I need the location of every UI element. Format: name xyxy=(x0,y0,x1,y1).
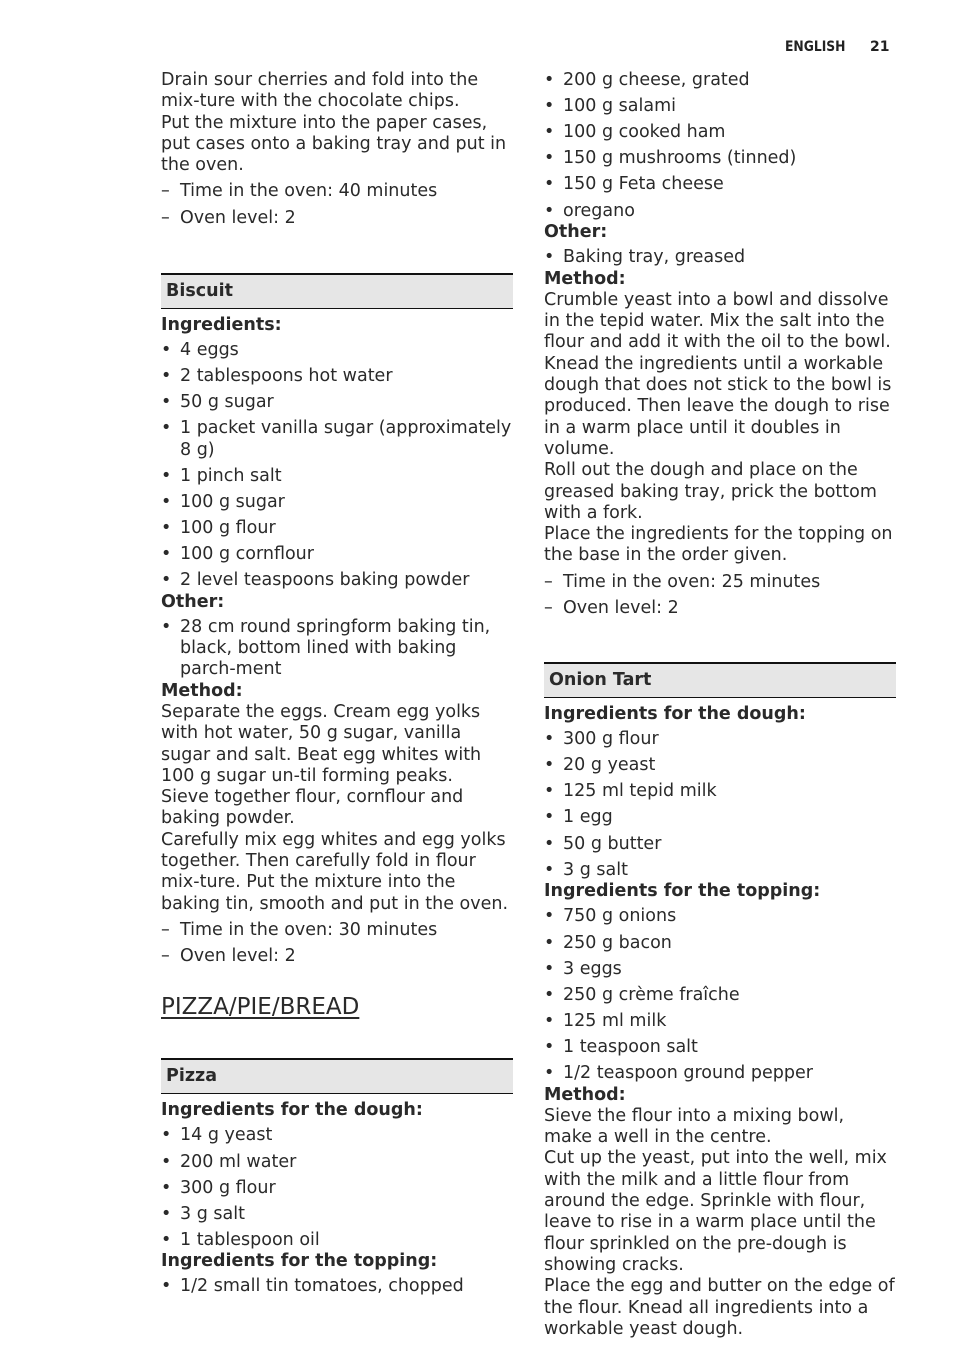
biscuit-other-list xyxy=(161,617,513,681)
list-item: • 3 g salt xyxy=(161,1204,513,1225)
list-item: • 28 cm round springform baking tin, black, bottom lined with baking parch-ment xyxy=(161,617,513,681)
left-column xyxy=(161,70,513,1298)
method-paragraph: Separate the eggs. Cream egg yolks with hot water, 50 g sugar, vanilla sugar and salt. Beat egg whites with 100 g sugar un-til forming peaks. xyxy=(161,702,482,786)
list-item: • 1 pinch salt xyxy=(161,466,513,487)
list-item: • 3 eggs xyxy=(544,959,896,980)
list-item: • 125 ml milk xyxy=(544,1011,896,1032)
intro-paragraph: Drain sour cherries and fold into the mix-ture with the chocolate chips. xyxy=(161,70,479,112)
list-item: • 1 tablespoon oil xyxy=(161,1230,513,1251)
oven-level: – Oven level: 2 xyxy=(544,598,896,619)
list-item: • 1/2 teaspoon ground pepper xyxy=(544,1063,896,1084)
list-item: • 20 g yeast xyxy=(544,755,896,776)
list-item: • 2 tablespoons hot water xyxy=(161,366,513,387)
list-item: • 100 g cooked ham xyxy=(544,122,896,143)
list-item: • 50 g sugar xyxy=(161,392,513,413)
dough-label: Ingredients for the dough: xyxy=(161,1100,423,1121)
pizza-settings xyxy=(544,572,896,619)
list-item: • 750 g onions xyxy=(544,906,896,927)
list-item: • 100 g flour xyxy=(161,518,513,539)
dough-label: Ingredients for the dough: xyxy=(544,703,806,724)
list-item: • 125 ml tepid milk xyxy=(544,781,896,802)
list-item: • Baking tray, greased xyxy=(544,247,896,268)
list-item: • 200 ml water xyxy=(161,1152,513,1173)
method-label: Method: xyxy=(544,1084,626,1105)
biscuit-settings xyxy=(161,920,513,967)
list-item: • 1 egg xyxy=(544,807,896,828)
pizza-other-list xyxy=(544,247,896,268)
list-item: • 200 g cheese, grated xyxy=(544,70,896,91)
right-column xyxy=(544,70,896,1340)
method-paragraph: Place the ingredients for the topping on the base in the order given. xyxy=(544,524,893,566)
oven-time: – Time in the oven: 30 minutes xyxy=(161,920,513,941)
list-item: • 2 level teaspoons baking powder xyxy=(161,570,513,591)
chapter-title: PIZZA/PIE/BREAD xyxy=(161,994,360,1021)
method-label: Method: xyxy=(544,268,626,289)
list-item: • 150 g mushrooms (tinned) xyxy=(544,148,896,169)
method-paragraph: Carefully mix egg whites and egg yolks together. Then carefully fold in flour mix-ture. Put the mixture into the baking tin, smooth and put in the oven. xyxy=(161,829,509,914)
section-title-pizza: Pizza xyxy=(161,1058,513,1094)
list-item: • 100 g salami xyxy=(544,96,896,117)
oven-time: – Time in the oven: 25 minutes xyxy=(544,572,896,593)
method-paragraph: Sieve together flour, cornflour and baking powder. xyxy=(161,787,464,829)
other-label: Other: xyxy=(161,591,225,612)
list-item: • 4 eggs xyxy=(161,340,513,361)
list-item: • 1 teaspoon salt xyxy=(544,1037,896,1058)
list-item: • 250 g crème fraîche xyxy=(544,985,896,1006)
method-paragraph: Sieve the flour into a mixing bowl, make a well in the centre. xyxy=(544,1105,845,1148)
ingredients-label: Ingredients: xyxy=(161,314,282,335)
section-title-onion-tart: Onion Tart xyxy=(544,662,896,698)
method-paragraph: Cut up the yeast, put into the well, mix with the milk and a little flour from around the edge. Sprinkle with flour, leave to rise in a warm place until the flour sprinkled on the pre-dough is showing cracks. xyxy=(544,1148,887,1275)
other-label: Other: xyxy=(544,221,608,242)
onion-tart-dough-list xyxy=(544,729,896,881)
intro-settings xyxy=(161,181,513,228)
biscuit-ingredients-list xyxy=(161,340,513,592)
topping-label: Ingredients for the topping: xyxy=(544,881,821,902)
list-item: • 3 g salt xyxy=(544,860,896,881)
list-item: • 300 g flour xyxy=(544,729,896,750)
header-language: ENGLISH xyxy=(785,39,846,55)
list-item: • 150 g Feta cheese xyxy=(544,174,896,195)
section-title-biscuit: Biscuit xyxy=(161,273,513,309)
oven-level: – Oven level: 2 xyxy=(161,208,513,229)
pizza-topping-list-continued xyxy=(544,70,896,222)
onion-tart-topping-list xyxy=(544,906,896,1084)
oven-time: – Time in the oven: 40 minutes xyxy=(161,181,513,202)
list-item: • 100 g sugar xyxy=(161,492,513,513)
method-paragraph: Knead the ingredients until a workable dough that does not stick to the bowl is produced. Then leave the dough to rise in a warm place until it doubles in volume. xyxy=(544,353,892,459)
list-item: • 14 g yeast xyxy=(161,1125,513,1146)
method-label: Method: xyxy=(161,680,243,701)
list-item: • 100 g cornflour xyxy=(161,544,513,565)
list-item: • 50 g butter xyxy=(544,834,896,855)
intro-paragraph: Put the mixture into the paper cases, put cases onto a baking tray and put in the oven. xyxy=(161,112,507,176)
list-item: • 300 g flour xyxy=(161,1178,513,1199)
pizza-dough-list xyxy=(161,1125,513,1251)
list-item: • 250 g bacon xyxy=(544,933,896,954)
method-paragraph: Place the egg and butter on the edge of the flour. Knead all ingredients into a workable yeast dough. xyxy=(544,1276,895,1339)
topping-label: Ingredients for the topping: xyxy=(161,1251,438,1272)
method-paragraph: Roll out the dough and place on the greased baking tray, prick the bottom with a fork. xyxy=(544,460,877,523)
oven-level: – Oven level: 2 xyxy=(161,946,513,967)
list-item: • 1 packet vanilla sugar (approximately 8 g) xyxy=(161,418,513,461)
list-item: • oregano xyxy=(544,201,896,222)
pizza-topping-list xyxy=(161,1276,513,1297)
list-item: • 1/2 small tin tomatoes, chopped xyxy=(161,1276,513,1297)
method-paragraph: Crumble yeast into a bowl and dissolve in the tepid water. Mix the salt into the flour and add it with the oil to the bowl. xyxy=(544,289,891,353)
page-number: 21 xyxy=(870,39,890,55)
page-header xyxy=(0,39,954,59)
